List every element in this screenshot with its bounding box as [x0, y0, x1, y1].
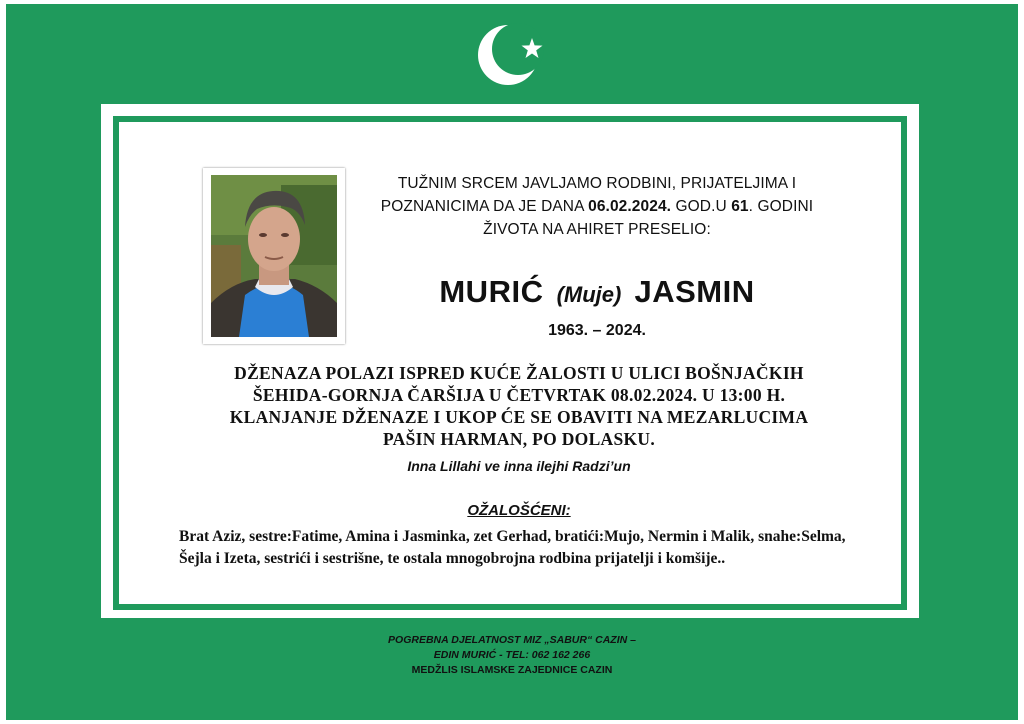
footer — [300, 633, 724, 678]
portrait-photo — [203, 168, 345, 344]
intro-line-1: TUŽNIM SRCEM JAVLJAMO RODBINI, PRIJATELJIMA I — [397, 175, 797, 192]
notice-inner-frame — [113, 116, 907, 610]
funeral-line-1: DŽENAZA POLAZI ISPRED KUĆE ŽALOSTI U ULICI BOŠNJAČKIH — [234, 363, 804, 383]
footer-line-1: POGREBNA DJELATNOST MIZ „SABUR“ CAZIN – — [388, 634, 636, 646]
mourners-title: OŽALOŠĆENI: — [467, 502, 571, 519]
funeral-line-2: ŠEHIDA-GORNJA ČARŠIJA U ČETVRTAK 08.02.2024. U 13:00 H. — [252, 385, 786, 405]
intro-line-2-start: POZNANICIMA DA JE DANA — [380, 198, 589, 215]
deceased-name — [357, 274, 837, 310]
intro-line-2-mid: GOD.U — [671, 198, 732, 215]
funeral-announcement — [179, 362, 859, 450]
footer-line-3: MEDŽLIS ISLAMSKE ZAJEDNICE CAZIN — [411, 664, 613, 676]
footer-line-2: EDIN MURIĆ - TEL: 062 162 266 — [433, 649, 591, 661]
notice-card — [101, 104, 919, 618]
intro-text — [357, 172, 837, 241]
funeral-line-4: PAŠIN HARMAN, PO DOLASKU. — [382, 429, 656, 449]
death-date: 06.02.2024. — [588, 198, 672, 215]
intro-line-2 — [357, 195, 837, 218]
age: 61 — [731, 198, 749, 215]
portrait-image — [211, 175, 337, 337]
prayer-text: Inna Lillahi ve inna ilejhi Radzi’un — [407, 458, 631, 474]
mourners-list: Brat Aziz, sestre:Fatime, Amina i Jasminka, zet Gerhad, bratići:Mujo, Nermin i Malik, snahe:Selma, Šejla i Izeta, sestrići i sestrišne, te ostala mnogobrojna rodbina prijatelji i komšije.. — [179, 528, 846, 567]
nickname: (Muje) — [556, 282, 622, 307]
surname: MURIĆ — [439, 274, 544, 309]
life-years: 1963. – 2024. — [548, 322, 646, 339]
intro-line-2-end: . GODINI — [748, 198, 814, 215]
intro-line-3: ŽIVOTA NA AHIRET PRESELIO: — [483, 221, 711, 238]
first-name: JASMIN — [634, 274, 755, 309]
crescent-and-star-icon — [476, 18, 548, 90]
funeral-line-3: KLANJANJE DŽENAZE I UKOP ĆE SE OBAVITI NA MEZARLUCIMA — [229, 407, 809, 427]
